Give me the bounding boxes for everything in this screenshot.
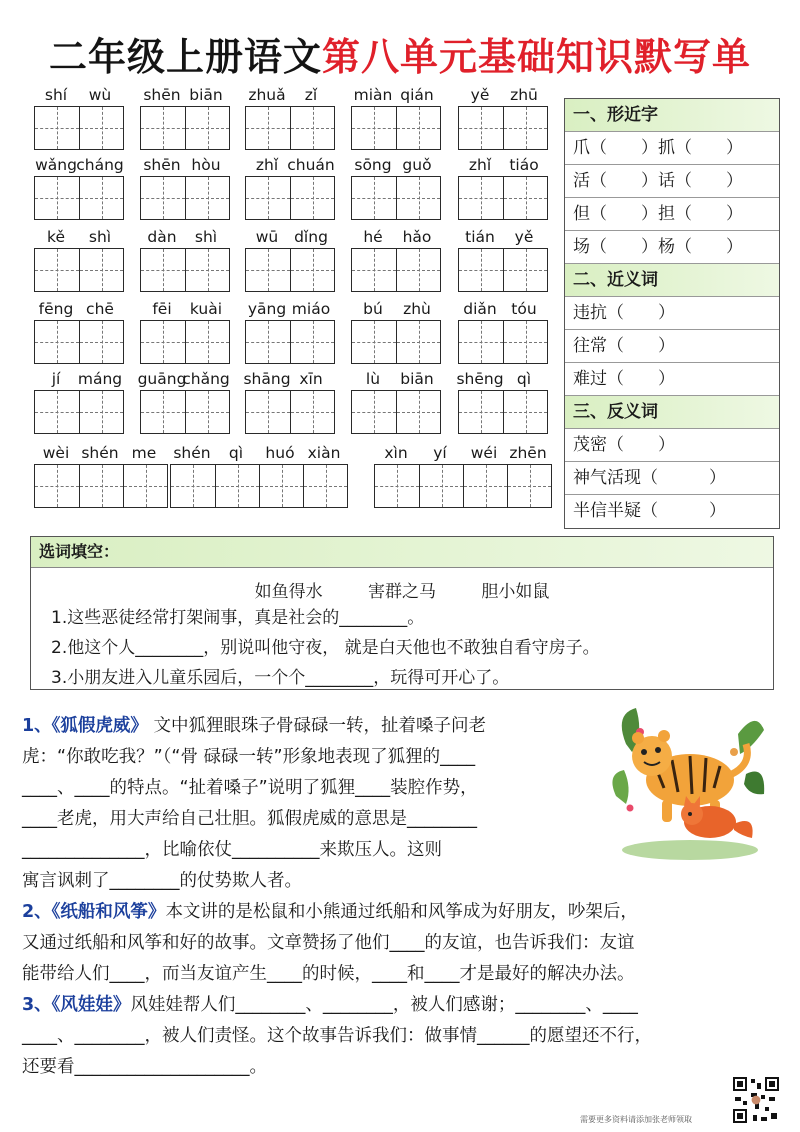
writing-boxes[interactable] — [458, 248, 548, 292]
writing-cell[interactable] — [375, 465, 419, 507]
writing-cell[interactable] — [352, 391, 396, 433]
pinyin-syllable: máng — [77, 370, 123, 388]
writing-cell[interactable] — [503, 107, 547, 149]
writing-cell[interactable] — [396, 321, 440, 363]
writing-cell[interactable] — [246, 177, 290, 219]
choose-words-title: 选词填空： — [31, 537, 773, 568]
writing-boxes[interactable] — [351, 248, 441, 292]
pinyin-syllable: shì — [88, 228, 112, 246]
section-2-line[interactable]: 能带给人们____，而当友谊产生____的时候，____和____才是最好的解决办法。 — [22, 964, 635, 984]
writing-cell[interactable] — [79, 465, 123, 507]
pinyin-syllable: fēng — [38, 300, 74, 318]
pinyin-syllable: qì — [516, 370, 532, 388]
panel-heading-xingjin: 一、形近字 — [565, 99, 779, 132]
pinyin-syllable: zhù — [403, 300, 431, 318]
pinyin-syllable: shén — [173, 444, 211, 462]
pinyin-syllable: chē — [86, 300, 114, 318]
writing-cell[interactable] — [185, 321, 229, 363]
pinyin-syllable: zhū — [510, 86, 538, 104]
writing-cell[interactable] — [459, 321, 503, 363]
pinyin-syllable: shì — [194, 228, 218, 246]
writing-cell[interactable] — [503, 391, 547, 433]
pinyin-syllable: kuài — [189, 300, 223, 318]
writing-boxes[interactable] — [170, 464, 348, 508]
pinyin-syllable: guāng — [137, 370, 187, 388]
writing-cell[interactable] — [290, 249, 334, 291]
title-red: 第八单元基础知识默写单 — [322, 34, 752, 79]
sentence-1[interactable]: 1.这些恶徒经常打架闹事，真是社会的________。 — [51, 608, 425, 628]
writing-cell[interactable] — [396, 177, 440, 219]
writing-cell[interactable] — [503, 321, 547, 363]
writing-boxes[interactable] — [34, 176, 124, 220]
writing-cell[interactable] — [141, 391, 185, 433]
pinyin-syllable: wù — [88, 86, 112, 104]
section-3-label: 3、《风娃娃》 — [22, 995, 131, 1015]
pinyin-syllable: biān — [189, 86, 223, 104]
pinyin-syllable: tián — [465, 228, 495, 246]
writing-cell[interactable] — [352, 321, 396, 363]
word-bank — [31, 577, 773, 602]
pinyin-syllable: zǐ — [304, 86, 318, 104]
writing-boxes[interactable] — [351, 320, 441, 364]
writing-boxes[interactable] — [351, 106, 441, 150]
writing-cell[interactable] — [123, 465, 167, 507]
pinyin-syllable: qì — [228, 444, 244, 462]
writing-cell[interactable] — [459, 177, 503, 219]
writing-boxes[interactable] — [351, 176, 441, 220]
writing-boxes[interactable] — [34, 390, 124, 434]
pinyin-syllable: lù — [365, 370, 381, 388]
pinyin-syllable: wèi — [42, 444, 70, 462]
pinyin-syllable: sōng — [354, 156, 392, 174]
panel-heading-fanyi: 三、反义词 — [565, 396, 779, 429]
writing-cell[interactable] — [35, 465, 79, 507]
pinyin-syllable: xīn — [299, 370, 323, 388]
pinyin-syllable: diǎn — [463, 300, 497, 318]
choose-words-box — [30, 536, 774, 690]
writing-boxes[interactable] — [140, 106, 230, 150]
writing-cell[interactable] — [79, 391, 123, 433]
pinyin-syllable: cháng — [76, 156, 124, 174]
writing-boxes[interactable] — [140, 390, 230, 434]
section-2-label: 2、《纸船和风筝》 — [22, 902, 166, 922]
pinyin-syllable: zhǐ — [255, 156, 279, 174]
pinyin-syllable: jí — [51, 370, 61, 388]
section-2-line[interactable] — [22, 898, 638, 923]
writing-cell[interactable] — [141, 321, 185, 363]
sentence-3[interactable]: 3.小朋友进入儿童乐园后，一个个________，玩得可开心了。 — [51, 668, 510, 688]
writing-cell[interactable] — [35, 249, 79, 291]
pinyin-syllable: hòu — [191, 156, 221, 174]
writing-cell[interactable] — [246, 107, 290, 149]
writing-cell[interactable] — [79, 321, 123, 363]
writing-cell[interactable] — [35, 177, 79, 219]
pinyin-syllable: hé — [363, 228, 383, 246]
writing-cell[interactable] — [352, 249, 396, 291]
writing-cell[interactable] — [503, 249, 547, 291]
section-1-line[interactable]: ____老虎，用大声给自己壮胆。狐假虎威的意思是________ — [22, 809, 477, 829]
pinyin-syllable: zhuǎ — [248, 86, 286, 104]
writing-cell[interactable] — [396, 391, 440, 433]
xingjin-item[interactable]: 但（ ）担（ ） — [565, 198, 779, 231]
writing-cell[interactable] — [303, 465, 347, 507]
pinyin-syllable: shí — [44, 86, 68, 104]
writing-cell[interactable] — [35, 321, 79, 363]
writing-boxes[interactable] — [458, 106, 548, 150]
writing-cell[interactable] — [459, 391, 503, 433]
fanyi-item[interactable]: 茂密（ ） — [565, 429, 779, 462]
jinyi-item[interactable]: 往常（ ） — [565, 330, 779, 363]
pinyin-syllable: qián — [400, 86, 434, 104]
writing-cell[interactable] — [396, 249, 440, 291]
panel-heading-jinyi: 二、近义词 — [565, 264, 779, 297]
pinyin-syllable: xìn — [384, 444, 408, 462]
writing-cell[interactable] — [290, 321, 334, 363]
writing-cell[interactable] — [507, 465, 551, 507]
pinyin-syllable: biān — [400, 370, 434, 388]
section-3-line[interactable] — [22, 991, 638, 1016]
side-panel — [564, 98, 780, 529]
writing-cell[interactable] — [185, 249, 229, 291]
pinyin-syllable: tóu — [511, 300, 537, 318]
writing-cell[interactable] — [171, 465, 215, 507]
writing-cell[interactable] — [352, 177, 396, 219]
pinyin-syllable: xiàn — [307, 444, 341, 462]
pinyin-syllable: dǐng — [294, 228, 328, 246]
writing-cell[interactable] — [79, 249, 123, 291]
writing-cell[interactable] — [79, 177, 123, 219]
xingjin-item[interactable]: 活（ ）话（ ） — [565, 165, 779, 198]
writing-boxes[interactable] — [245, 248, 335, 292]
writing-boxes[interactable] — [458, 320, 548, 364]
pinyin-syllable: huó — [265, 444, 295, 462]
section-3-line[interactable]: 还要看____________________。 — [22, 1057, 267, 1077]
writing-boxes[interactable] — [458, 176, 548, 220]
section-3-text: 风娃娃帮人们________、________，被人们感谢；________、____ — [130, 995, 638, 1015]
jinyi-item[interactable]: 违抗（ ） — [565, 297, 779, 330]
pinyin-syllable: hǎo — [402, 228, 432, 246]
writing-cell[interactable] — [141, 107, 185, 149]
writing-cell[interactable] — [215, 465, 259, 507]
writing-cell[interactable] — [35, 391, 79, 433]
word-option: 如鱼得水 — [254, 582, 323, 602]
writing-boxes[interactable] — [140, 176, 230, 220]
section-1-text: 文中狐狸眼珠子骨碌碌一转，扯着嗓子问老 — [147, 716, 486, 736]
pinyin-syllable: wū — [255, 228, 279, 246]
pinyin-syllable: shāng — [243, 370, 291, 388]
pinyin-syllable: yě — [470, 86, 490, 104]
word-option: 害群之马 — [368, 582, 436, 602]
section-1-line[interactable]: ______________，比喻依仗__________来欺压人。这则 — [22, 840, 442, 860]
section-1-line[interactable]: 虎：“你敢吃我？”（“骨 碌碌一转”形象地表现了狐狸的____ — [22, 747, 476, 767]
xingjin-item[interactable]: 爪（ ）抓（ ） — [565, 132, 779, 165]
page-title — [0, 26, 800, 81]
writing-boxes[interactable] — [374, 464, 552, 508]
footer-note: 需要更多资料请添加张老师领取 — [580, 1115, 692, 1124]
pinyin-syllable: chǎng — [182, 370, 230, 388]
pinyin-syllable: dàn — [147, 228, 177, 246]
writing-cell[interactable] — [246, 321, 290, 363]
pinyin-syllable: zhēn — [509, 444, 547, 462]
writing-cell[interactable] — [185, 107, 229, 149]
pinyin-syllable: shēng — [456, 370, 504, 388]
section-3-line[interactable]: ____、________，被人们责怪。这个故事告诉我们：做事情______的愿望还不行， — [22, 1026, 652, 1046]
xingjin-item[interactable]: 场（ ）杨（ ） — [565, 231, 779, 264]
pinyin-syllable: bú — [363, 300, 383, 318]
writing-cell[interactable] — [352, 107, 396, 149]
section-2-line[interactable]: 又通过纸船和风筝和好的故事。文章赞扬了他们____的友谊，也告诉我们：友谊 — [22, 933, 635, 953]
pinyin-syllable: yāng — [247, 300, 287, 318]
writing-cell[interactable] — [79, 107, 123, 149]
pinyin-syllable: wéi — [470, 444, 498, 462]
writing-boxes[interactable] — [245, 320, 335, 364]
writing-cell[interactable] — [246, 391, 290, 433]
fanyi-item[interactable]: 神气活现（ ） — [565, 462, 779, 495]
section-2-text: 本文讲的是松鼠和小熊通过纸船和风筝成为好朋友，吵架后， — [165, 902, 638, 922]
writing-boxes[interactable] — [34, 106, 124, 150]
writing-cell[interactable] — [35, 107, 79, 149]
writing-boxes[interactable] — [34, 464, 168, 508]
pinyin-syllable: shén — [81, 444, 119, 462]
writing-cell[interactable] — [463, 465, 507, 507]
writing-cell[interactable] — [246, 249, 290, 291]
pinyin-syllable: miàn — [353, 86, 393, 104]
section-1-line[interactable]: 寓言讽刺了________的仗势欺人者。 — [22, 871, 302, 891]
writing-cell[interactable] — [419, 465, 463, 507]
fanyi-item[interactable]: 半信半疑（ ） — [573, 501, 726, 521]
pinyin-syllable: wǎng — [35, 156, 77, 174]
writing-boxes[interactable] — [245, 390, 335, 434]
word-option: 胆小如鼠 — [481, 582, 550, 602]
pinyin-syllable: shēn — [143, 86, 181, 104]
writing-boxes[interactable] — [140, 320, 230, 364]
writing-boxes[interactable] — [245, 106, 335, 150]
writing-cell[interactable] — [185, 177, 229, 219]
writing-cell[interactable] — [459, 107, 503, 149]
writing-cell[interactable] — [141, 249, 185, 291]
section-1-line[interactable] — [22, 712, 486, 737]
jinyi-item[interactable]: 难过（ ） — [565, 363, 779, 396]
pinyin-syllable: fēi — [152, 300, 172, 318]
section-1-line[interactable]: ____、____的特点。“扯着嗓子”说明了狐狸____装腔作势， — [22, 778, 478, 798]
title-black: 二年级上册语文 — [48, 34, 322, 79]
pinyin-syllable: yě — [514, 228, 534, 246]
writing-cell[interactable] — [259, 465, 303, 507]
writing-cell[interactable] — [396, 107, 440, 149]
pinyin-syllable: zhǐ — [468, 156, 492, 174]
writing-cell[interactable] — [290, 107, 334, 149]
pinyin-syllable: guǒ — [402, 156, 432, 174]
pinyin-syllable: miáo — [291, 300, 331, 318]
writing-cell[interactable] — [503, 177, 547, 219]
writing-cell[interactable] — [459, 249, 503, 291]
writing-cell[interactable] — [185, 391, 229, 433]
writing-cell[interactable] — [290, 177, 334, 219]
writing-boxes[interactable] — [34, 320, 124, 364]
writing-boxes[interactable] — [351, 390, 441, 434]
pinyin-syllable: chuán — [287, 156, 335, 174]
qr-code — [731, 1075, 781, 1125]
pinyin-syllable: kě — [47, 228, 65, 246]
writing-cell[interactable] — [141, 177, 185, 219]
tiger-fox-illustration — [606, 704, 768, 862]
pinyin-syllable: tiáo — [509, 156, 539, 174]
writing-boxes[interactable] — [458, 390, 548, 434]
writing-boxes[interactable] — [34, 248, 124, 292]
pinyin-syllable: me — [131, 444, 157, 462]
writing-cell[interactable] — [290, 391, 334, 433]
writing-boxes[interactable] — [245, 176, 335, 220]
section-1-label: 1、《狐假虎威》 — [22, 716, 148, 736]
writing-boxes[interactable] — [140, 248, 230, 292]
pinyin-syllable: shēn — [143, 156, 181, 174]
sentence-2[interactable]: 2.他这个人________，别说叫他守夜， 就是白天他也不敢独自看守房子。 — [51, 638, 600, 658]
pinyin-syllable: yí — [433, 444, 447, 462]
